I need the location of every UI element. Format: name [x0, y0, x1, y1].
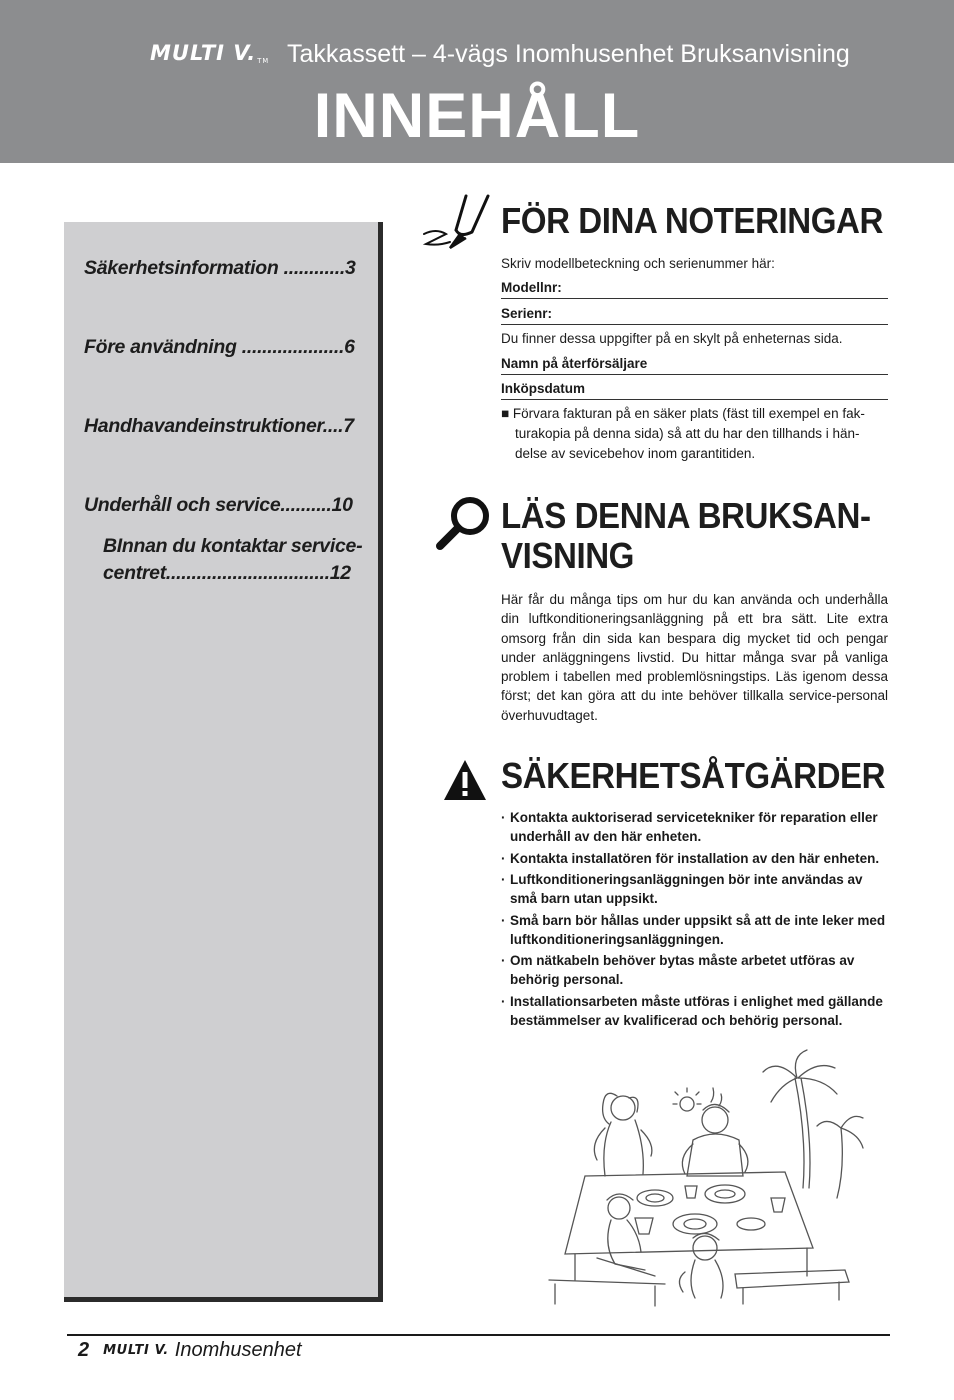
serial-number-field[interactable]: Serienr:: [501, 306, 888, 325]
purchase-date-field[interactable]: Inköpsdatum: [501, 381, 888, 400]
list-item: · Små barn bör hållas under uppsikt så att de inte leker med luftkonditioneringsanläggningen.: [501, 911, 893, 949]
document-subtitle: Takkassett – 4-vägs Inomhusenhet Bruksanvisning: [287, 40, 850, 68]
brand-logo: [150, 36, 269, 70]
safety-heading: SÄKERHETSÅTGÄRDER: [501, 755, 886, 796]
heading-line: VISNING: [501, 535, 634, 576]
list-item: · Installationsarbeten måste utföras i enlighet med gällande bestämmelser av kvalificerad och behörig personal.: [501, 992, 893, 1030]
toc-item-safety[interactable]: Säkerhetsinformation ............3: [84, 257, 356, 279]
magnifier-icon: [434, 495, 494, 553]
page-header: [0, 0, 954, 163]
footer-rule: [67, 1334, 890, 1336]
note-line: delse av sevicebehov inom garantitiden.: [515, 446, 756, 461]
read-manual-heading: [501, 496, 871, 576]
model-number-field[interactable]: Modellnr:: [501, 280, 888, 299]
list-item: · Luftkonditioneringsanläggningen bör inte användas av små barn utan uppsikt.: [501, 870, 893, 908]
notes-info: Du finner dessa uppgifter på en skylt på enheternas sida.: [501, 331, 843, 346]
warning-icon: [442, 758, 488, 803]
list-item: · Om nätkabeln behöver bytas måste arbetet utföras av behörig personal.: [501, 951, 893, 989]
page-title: INNEHÅLL: [313, 81, 641, 151]
note-line: Förvara fakturan på en säker plats (fäst till exempel en fak-: [512, 406, 865, 421]
notes-heading: FÖR DINA NOTERINGAR: [501, 200, 883, 241]
pen-icon: [420, 192, 492, 254]
toc-item-maintenance[interactable]: Underhåll och service..........10: [84, 494, 353, 516]
toc-item-before-contacting[interactable]: [103, 533, 362, 587]
invoice-note: [501, 404, 889, 464]
square-bullet-icon: ■: [501, 406, 510, 421]
toc-sub-line: centret................................12: [103, 562, 351, 584]
heading-line: LÄS DENNA BRUKSAN-: [501, 495, 871, 536]
multi-v-logo: MULTI V.: [103, 1342, 169, 1358]
footer-label: Inomhusenhet: [174, 1338, 302, 1361]
toc-item-operating[interactable]: Handhavandeinstruktioner....7: [84, 415, 354, 437]
safety-list: [501, 808, 893, 1032]
read-manual-text: Här får du många tips om hur du kan använda och underhålla din luftkonditioneringsanläggning på ett bra sätt. Lite extra omsorg från din sida kan bespara dig mycket tid och pengar under anläggningens livstid. Du hittar många svar på vanliga problem i tabellen med problemlösningstips. Läs igenom dessa först; det kan göra att du inte behöver tillkalla service-personal överhuvudtaget.: [501, 592, 888, 723]
note-line: turakopia på denna sida) så att du har den tillhands i hän-: [515, 426, 860, 441]
page-number: 2: [78, 1338, 90, 1361]
toc-item-before-use[interactable]: Före användning ....................6: [84, 336, 355, 358]
table-of-contents: [64, 222, 383, 1302]
picnic-illustration: [545, 1048, 865, 1312]
dealer-field[interactable]: Namn på återförsäljare: [501, 356, 888, 375]
toc-sub-line: BInnan du kontaktar service-: [103, 535, 363, 557]
list-item: · Kontakta auktoriserad servicetekniker för reparation eller underhåll av den här enheten.: [501, 808, 893, 846]
multi-v-logo: MULTI V.TM: [150, 41, 270, 65]
notes-intro: Skriv modellbeteckning och serienummer här:: [501, 256, 775, 271]
page-footer: [78, 1338, 302, 1362]
list-item: · Kontakta installatören för installation av den här enheten.: [501, 849, 893, 868]
